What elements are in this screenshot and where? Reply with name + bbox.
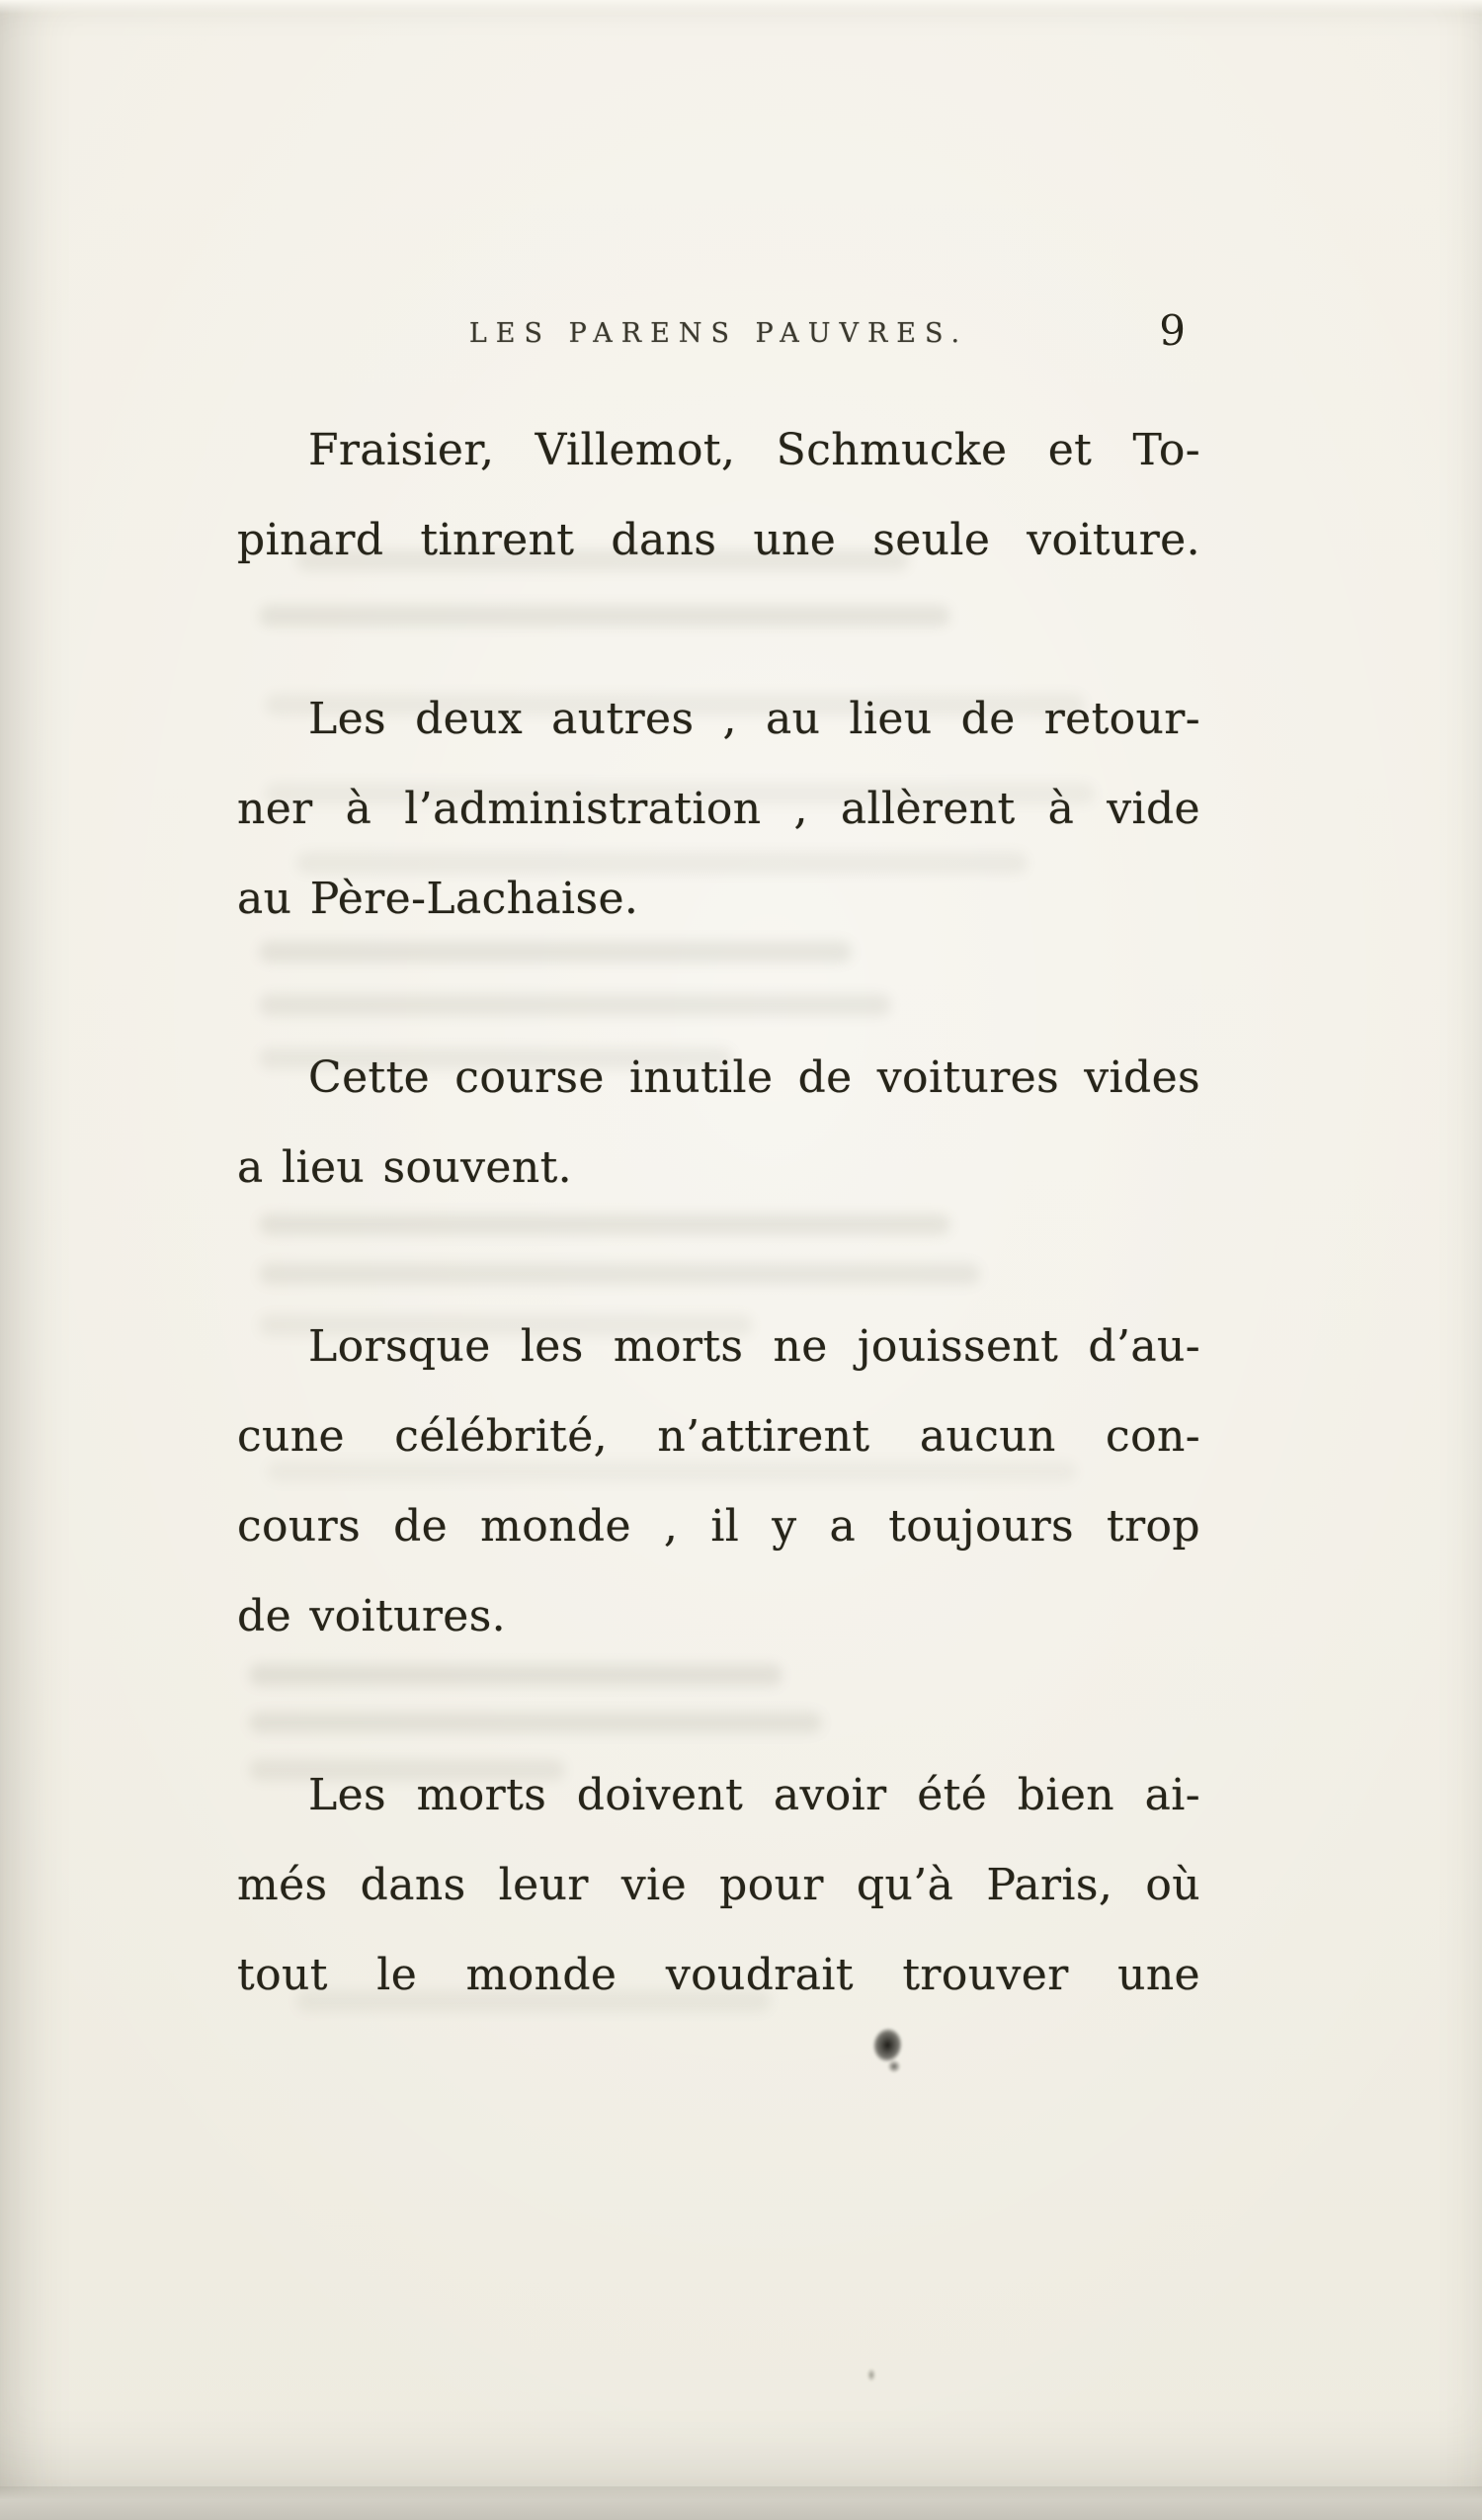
text-line: Les morts doivent avoir été bien ai- — [308, 1770, 1200, 1820]
running-header-title: LES PARENS PAUVRES. — [468, 318, 969, 349]
paragraph — [237, 405, 1200, 585]
page-body — [237, 405, 1200, 2109]
text-line: ner à l’administration , allèrent à vide — [237, 784, 1200, 834]
ink-fleck — [865, 2368, 877, 2386]
text-line: Lorsque les morts ne jouissent d’au- — [308, 1321, 1200, 1372]
text-line: au Père-Lachaise. — [237, 874, 639, 924]
text-line: Fraisier, Villemot, Schmucke et To- — [308, 425, 1200, 475]
paragraph — [237, 674, 1200, 944]
text-line: més dans leur vie pour qu’à Paris, où — [237, 1860, 1200, 1910]
text-line: cours de monde , il y a toujours trop — [237, 1501, 1200, 1552]
text-line: pinard tinrent dans une seule voiture. — [237, 515, 1200, 565]
text-line: Les deux autres , au lieu de retour- — [308, 694, 1200, 744]
text-line: tout le monde voudrait trouver une — [237, 1950, 1200, 2000]
text-line: cune célébrité, n’attirent aucun con- — [237, 1411, 1200, 1462]
text-line: Cette course inutile de voitures vides — [308, 1052, 1200, 1103]
text-line: de voitures. — [237, 1591, 507, 1641]
scan-bottom-edge — [0, 2486, 1482, 2520]
scan-top-edge — [0, 0, 1482, 14]
paragraph — [237, 1033, 1200, 1213]
paragraph — [237, 1750, 1200, 2020]
page-number: 9 — [1159, 306, 1187, 355]
text-line: a lieu souvent. — [237, 1142, 573, 1193]
page-header — [237, 306, 1200, 366]
paragraph — [237, 1302, 1200, 1661]
ink-smudge-tail — [885, 2058, 903, 2075]
